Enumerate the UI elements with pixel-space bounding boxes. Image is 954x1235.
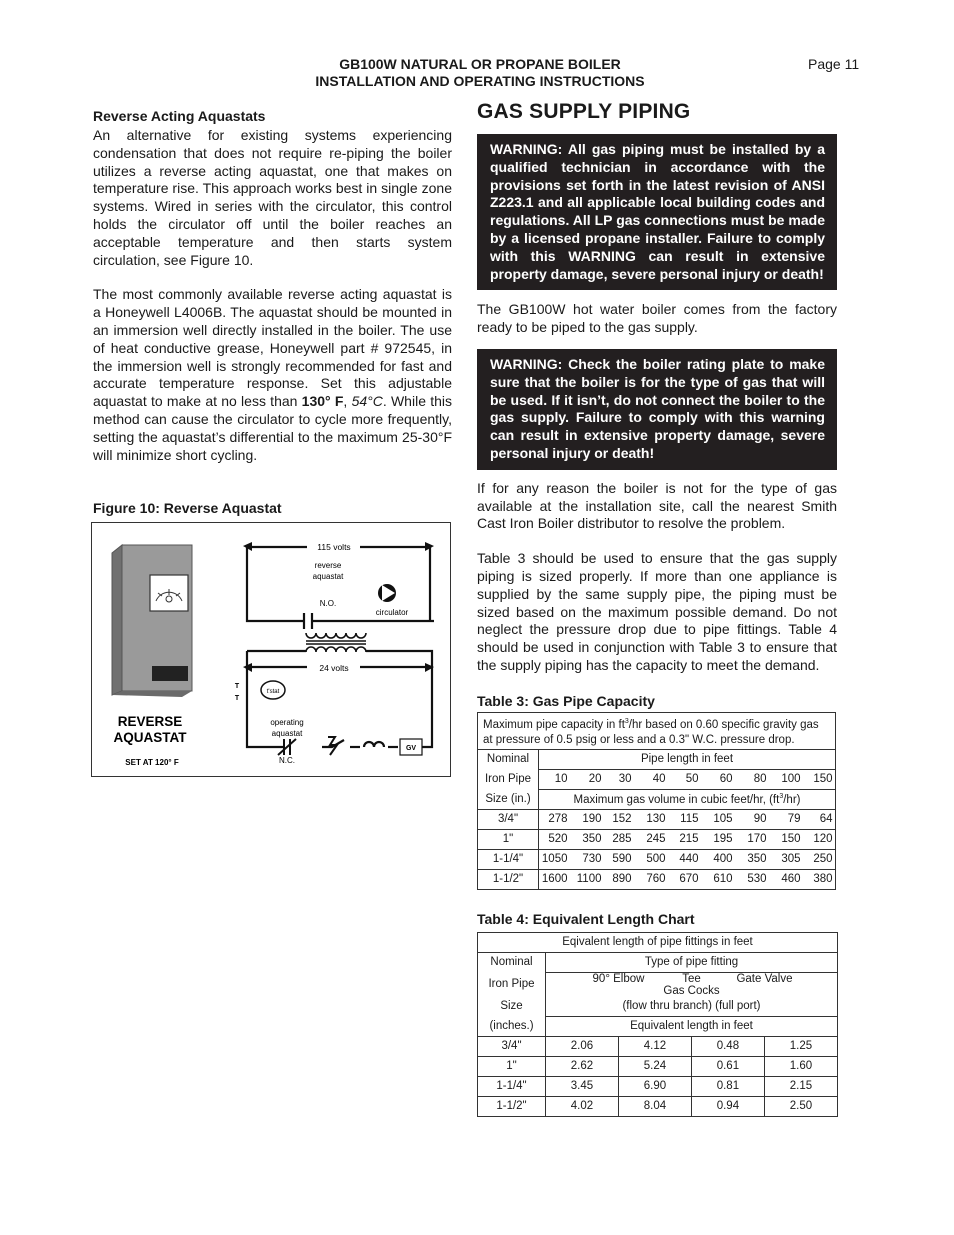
pipe-size-cell: 1-1/4" xyxy=(478,849,539,869)
equivalent-length-cell: 2.50 xyxy=(764,1096,837,1116)
t4-flow-note: (flow thru branch) (full port) xyxy=(546,997,838,1017)
115-volts-label: 115 volts xyxy=(317,542,351,552)
table-cell-value: 40 xyxy=(652,773,666,786)
page-number: Page 11 xyxy=(808,56,860,72)
set-at-label: SET AT 120° F xyxy=(125,758,179,767)
table-cell-value: 1100 xyxy=(576,873,602,886)
table-cell-value: 610 xyxy=(713,873,733,886)
transformer-icon xyxy=(306,633,366,652)
table-cell-value: 305 xyxy=(781,853,801,866)
para2-sep: , xyxy=(343,393,352,410)
para2-temp-c: 54°C xyxy=(351,393,383,410)
fitting-type-label: Tee xyxy=(682,972,701,985)
right-column xyxy=(477,100,837,1117)
table-cell-value: 195 xyxy=(713,833,733,846)
equivalent-length-cell: 0.48 xyxy=(691,1036,764,1056)
table-row xyxy=(478,1096,838,1116)
gas-pipe-capacity-table xyxy=(477,712,836,890)
table-cell-value: 60 xyxy=(719,773,733,786)
equivalent-length-cell: 6.90 xyxy=(618,1076,691,1096)
equivalent-length-cell: 2.15 xyxy=(764,1076,837,1096)
capacity-values xyxy=(539,849,836,869)
iron-pipe-header: Iron Pipe xyxy=(478,769,539,789)
reverse-aquastats-paragraph-1: An alternative for existing systems experiencing condensation that does not require re-piping the boiler utilizes a reverse acting aquastat, one that makes on temperature rise. This approach works best in single zone systems. Wired in series with the circulator, this control holds the circulator off until the boiler reaches an acceptable temperature and then starts system circulation, see Figure 10. xyxy=(93,127,452,268)
circulator-icon xyxy=(378,584,396,602)
pipe-length-header: Pipe length in feet xyxy=(539,749,836,769)
gas-supply-piping-title: GAS SUPPLY PIPING xyxy=(477,100,691,123)
nominal-header: Nominal xyxy=(478,749,539,769)
warning-box-piping: WARNING: All gas piping must be installed by a qualified technician in accordance with the provisions set forth in the latest revision of ANSI Z223.1 and all applicable local building codes and regulations. All LP gas connections must be made by a licensed propane installer. Failure to comply with this WARNING can result in extensive property damage, severe personal injury or death! xyxy=(477,134,837,290)
equivalent-length-cell: 2.06 xyxy=(546,1036,619,1056)
table-cell-value: 730 xyxy=(582,853,602,866)
gas-valve-label: GV xyxy=(405,745,417,752)
normally-closed-label: N.C. xyxy=(279,756,295,765)
equivalent-length-cell: 0.61 xyxy=(691,1056,764,1076)
table-cell-value: 890 xyxy=(612,873,632,886)
document-header xyxy=(200,56,760,90)
table-cell-value: 120 xyxy=(813,833,833,846)
table-cell-value: 350 xyxy=(747,853,767,866)
pipe-size-cell: 3/4" xyxy=(478,1036,546,1056)
equivalent-length-cell: 1.25 xyxy=(764,1036,837,1056)
table-row xyxy=(478,1056,838,1076)
fitting-type-label: 90° Elbow xyxy=(592,972,645,985)
para2-text-a: The most commonly available reverse acting aquastat is a Honeywell L4006B. The aquastat should be mounted in an immersion well directly installed in the boiler. The use of heat conductive grease, Honeywell part # 972545, in the immersion well is strongly recommended for fast and accurate temperature response. Set this adjustable aquastat to make at no less than xyxy=(93,286,452,410)
capacity-values xyxy=(539,829,836,849)
note-a: Maximum pipe capacity in ft xyxy=(483,718,625,731)
pipe-length-values xyxy=(539,769,836,789)
table-4-title: Eqivalent length of pipe fittings in feet xyxy=(478,932,838,952)
table-cell-value: 400 xyxy=(713,853,733,866)
t4-size: Size xyxy=(478,997,546,1017)
size-in-header: Size (in.) xyxy=(478,789,539,809)
pipe-size-cell: 1" xyxy=(478,829,539,849)
table-cell-value: 150 xyxy=(781,833,801,846)
table-cell-value: 1050 xyxy=(541,853,568,866)
table-3-note xyxy=(478,712,836,749)
t4-equiv-header: Equivalent length in feet xyxy=(546,1016,838,1036)
t4-type-header: Type of pipe fitting xyxy=(546,952,838,972)
table-cell-value: 590 xyxy=(612,853,632,866)
t4-nominal: Nominal xyxy=(478,952,546,972)
header-title-line2: INSTALLATION AND OPERATING INSTRUCTIONS xyxy=(315,73,645,89)
para2-temp-f: 130° F xyxy=(301,393,344,410)
t4-fittings-row xyxy=(546,972,838,997)
equivalent-length-cell: 4.12 xyxy=(618,1036,691,1056)
table-cell-value: 190 xyxy=(582,813,602,826)
table-cell-value: 278 xyxy=(548,813,568,826)
operating-text: operating xyxy=(270,718,304,727)
header-title-line1: GB100W NATURAL OR PROPANE BOILER xyxy=(339,56,621,72)
table-cell-value: 760 xyxy=(646,873,666,886)
table-usage-paragraph: Table 3 should be used to ensure that the gas supply piping is sized properly. If more than one appliance is supplied by the same supply pipe, the piping must be sized based on the maximum possible demand. Do not neglect the pressure drop due to pipe fittings. Table 4 should be used in conjunction with Table 3 to ensure that the supply piping has the capacity to meet the demand. xyxy=(477,550,837,673)
table-cell-value: 460 xyxy=(781,873,801,886)
reverse-aquastat-diagram xyxy=(92,523,450,776)
note-b: /hr based on 0.60 specific gravity gas at pressure of 0.5 psig or less and a 0.3" W.C. pressure drop. xyxy=(483,718,819,746)
tstat-label: t'stat xyxy=(266,689,280,695)
table-cell-value: 215 xyxy=(679,833,699,846)
table-cell-value: 245 xyxy=(646,833,666,846)
table-cell-value: 350 xyxy=(582,833,602,846)
operating-aquastat-text: aquastat xyxy=(271,729,303,738)
pipe-size-cell: 1-1/2" xyxy=(478,1096,546,1116)
table-row xyxy=(478,849,836,869)
equivalent-length-cell: 5.24 xyxy=(618,1056,691,1076)
table-cell-value: 250 xyxy=(813,853,833,866)
t4-iron-pipe: Iron Pipe xyxy=(478,972,546,997)
max-vol-a: Maximum gas volume in cubic feet/hr, (ft xyxy=(573,793,780,806)
table-cell-value: 500 xyxy=(646,853,666,866)
fitting-type-label: Gas Cocks xyxy=(663,984,720,997)
aquastat-device xyxy=(112,545,192,697)
table-cell-value: 152 xyxy=(612,813,632,826)
table-cell-value: 130 xyxy=(646,813,666,826)
t4-inches: (inches.) xyxy=(478,1016,546,1036)
table-cell-value: 1600 xyxy=(541,873,568,886)
table-cell-value: 440 xyxy=(679,853,699,866)
table-row xyxy=(478,809,836,829)
table-cell-value: 50 xyxy=(685,773,699,786)
equivalent-length-cell: 1.60 xyxy=(764,1056,837,1076)
table-cell-value: 150 xyxy=(813,773,833,786)
pipe-size-cell: 1-1/2" xyxy=(478,869,539,889)
equivalent-length-cell: 4.02 xyxy=(546,1096,619,1116)
factory-ready-paragraph: The GB100W hot water boiler comes from the factory ready to be piped to the gas supply. xyxy=(477,301,837,336)
table-cell-value: 79 xyxy=(787,813,801,826)
table-cell-value: 170 xyxy=(747,833,767,846)
equivalent-length-cell: 0.81 xyxy=(691,1076,764,1096)
reverse-aquastats-heading: Reverse Acting Aquastats xyxy=(93,108,266,124)
equivalent-length-cell: 8.04 xyxy=(618,1096,691,1116)
wrong-gas-paragraph: If for any reason the boiler is not for the type of gas available at the installation site, call the nearest Smith Cast Iron Boiler distributor to resolve the problem. xyxy=(477,479,837,532)
normally-open-label: N.O. xyxy=(319,599,337,608)
table-cell-value: 530 xyxy=(747,873,767,886)
fitting-type-label: Gate Valve xyxy=(736,972,793,985)
note-sup: 3 xyxy=(624,717,629,725)
max-vol-sup: 3 xyxy=(779,792,784,800)
reverse-label: REVERSE xyxy=(117,714,183,729)
table-cell-value: 30 xyxy=(618,773,632,786)
table-cell-value: 285 xyxy=(612,833,632,846)
table-cell-value: 90 xyxy=(753,813,767,826)
table-row xyxy=(478,1036,838,1056)
table-cell-value: 380 xyxy=(813,873,833,886)
table-cell-value: 20 xyxy=(588,773,602,786)
warning-box-rating-plate: WARNING: Check the boiler rating plate to make sure that the boiler is for the type of gas that will be used. If it isn’t, do not connect the boiler to the gas supply. Failure to comply with this warning can result in extensive property damage, severe personal injury or death! xyxy=(477,349,837,470)
pipe-size-cell: 1" xyxy=(478,1056,546,1076)
reverse-aquastats-paragraph-2 xyxy=(93,286,452,464)
equivalent-length-cell: 0.94 xyxy=(691,1096,764,1116)
equivalent-length-cell: 2.62 xyxy=(546,1056,619,1076)
pipe-size-cell: 1-1/4" xyxy=(478,1076,546,1096)
table-row xyxy=(478,1076,838,1096)
capacity-values xyxy=(539,869,836,889)
figure-10-caption: Figure 10: Reverse Aquastat xyxy=(93,500,282,516)
24-volts-label: 24 volts xyxy=(319,663,349,673)
table-cell-value: 100 xyxy=(781,773,801,786)
aquastat-label: AQUASTAT xyxy=(113,730,187,745)
pipe-size-cell: 3/4" xyxy=(478,809,539,829)
figure-10-reverse-aquastat xyxy=(91,522,451,777)
equivalent-length-table xyxy=(477,932,838,1117)
capacity-values xyxy=(539,809,836,829)
table-cell-value: 64 xyxy=(819,813,833,826)
table-cell-value: 10 xyxy=(554,773,568,786)
equivalent-length-cell: 3.45 xyxy=(546,1076,619,1096)
table-row xyxy=(478,829,836,849)
reverse-text: reverse xyxy=(314,561,342,570)
circulator-label: circulator xyxy=(375,608,409,617)
terminal-t2: T xyxy=(234,695,240,702)
aquastat-text: aquastat xyxy=(312,572,344,581)
table-cell-value: 80 xyxy=(753,773,767,786)
table-cell-value: 105 xyxy=(713,813,733,826)
table-4-caption: Table 4: Equivalent Length Chart xyxy=(477,910,695,927)
max-volume-header xyxy=(539,789,836,809)
max-vol-b: /hr) xyxy=(783,793,801,806)
table-cell-value: 670 xyxy=(679,873,699,886)
table-3-caption: Table 3: Gas Pipe Capacity xyxy=(477,692,655,709)
left-column xyxy=(93,108,452,464)
table-cell-value: 520 xyxy=(548,833,568,846)
para2-text-b: . While this method can cause the circulator to cycle more frequently, setting the aquastat’s differential to the maximum 25-30°F will minimize short cycling. xyxy=(93,393,452,463)
table-cell-value: 115 xyxy=(680,813,699,826)
terminal-t1: T xyxy=(234,683,240,690)
table-row xyxy=(478,869,836,889)
